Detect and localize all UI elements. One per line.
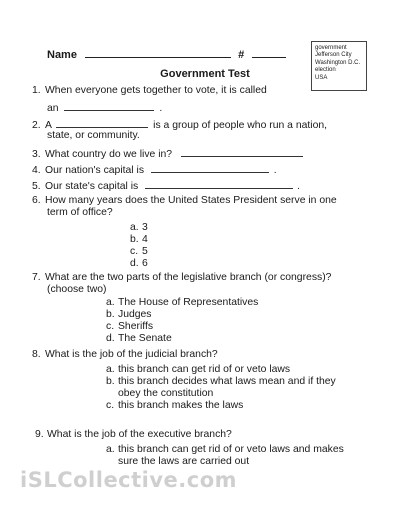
question-4: 4. Our nation's capital is . xyxy=(32,165,277,176)
page-title: Government Test xyxy=(160,68,250,80)
option-a[interactable]: a. 3 xyxy=(130,222,148,233)
question-2-continued: state, or community. xyxy=(47,130,140,141)
word-bank-item: Jefferson City xyxy=(315,52,352,59)
word-bank-item: government xyxy=(315,45,347,51)
name-label: Name xyxy=(47,49,77,61)
question-5: 5. Our state's capital is . xyxy=(32,181,300,192)
option-c[interactable]: c. 5 xyxy=(130,246,148,257)
name-blank xyxy=(85,47,231,58)
name-row xyxy=(47,47,286,61)
answer-blank[interactable] xyxy=(151,163,269,173)
watermark: iSLCollective.com xyxy=(20,468,238,492)
question-6: 6. How many years does the United States President serve in one xyxy=(32,195,337,206)
question-2: 2. A is a group of people who run a nation, xyxy=(32,120,328,131)
word-bank xyxy=(311,41,367,91)
option-b[interactable]: b. this branch decides what laws mean and if they xyxy=(106,376,336,387)
option-a[interactable]: a. The House of Representatives xyxy=(106,297,259,308)
option-b-continued: obey the constitution xyxy=(118,388,214,399)
answer-blank[interactable] xyxy=(181,147,303,157)
option-a-continued: sure the laws are carried out xyxy=(118,456,250,467)
option-c[interactable]: c. Sheriffs xyxy=(106,321,154,332)
question-3: 3. What country do we live in? xyxy=(32,147,303,161)
answer-blank[interactable] xyxy=(64,101,154,111)
answer-blank[interactable] xyxy=(145,179,293,189)
question-7-continued: (choose two) xyxy=(47,284,107,295)
answer-blank[interactable] xyxy=(56,118,148,128)
question-7-options xyxy=(106,297,258,345)
question-6-continued: term of office? xyxy=(47,207,113,218)
number-blank xyxy=(252,47,286,58)
question-1: 1. When everyone gets together to vote, it is called xyxy=(32,85,267,96)
option-c[interactable]: c. this branch makes the laws xyxy=(106,400,244,411)
question-9: 9. What is the job of the executive branch? xyxy=(35,429,232,440)
question-7: 7. What are the two parts of the legislative branch (or congress)? xyxy=(32,272,332,283)
option-a[interactable]: a. this branch can get rid of or veto laws and makes xyxy=(106,444,344,455)
option-b[interactable]: b. 4 xyxy=(130,234,148,245)
word-bank-item: election xyxy=(315,67,336,74)
word-bank-item: USA xyxy=(315,74,328,81)
option-d[interactable]: d. The Senate xyxy=(106,333,172,344)
question-6-options xyxy=(130,222,148,270)
option-b[interactable]: b. Judges xyxy=(106,309,152,320)
question-8: 8. What is the job of the judicial branch? xyxy=(32,349,218,360)
question-text: When everyone gets together to vote, it is called xyxy=(45,85,267,96)
question-8-options xyxy=(106,364,336,412)
question-1-answer-line: an . xyxy=(47,103,163,114)
question-9-options xyxy=(106,444,344,468)
word-bank-item: Washington D.C. xyxy=(315,59,361,66)
option-d[interactable]: d. 6 xyxy=(130,258,148,269)
number-label: # xyxy=(238,49,245,61)
option-a[interactable]: a. this branch can get rid of or veto laws xyxy=(106,364,291,375)
